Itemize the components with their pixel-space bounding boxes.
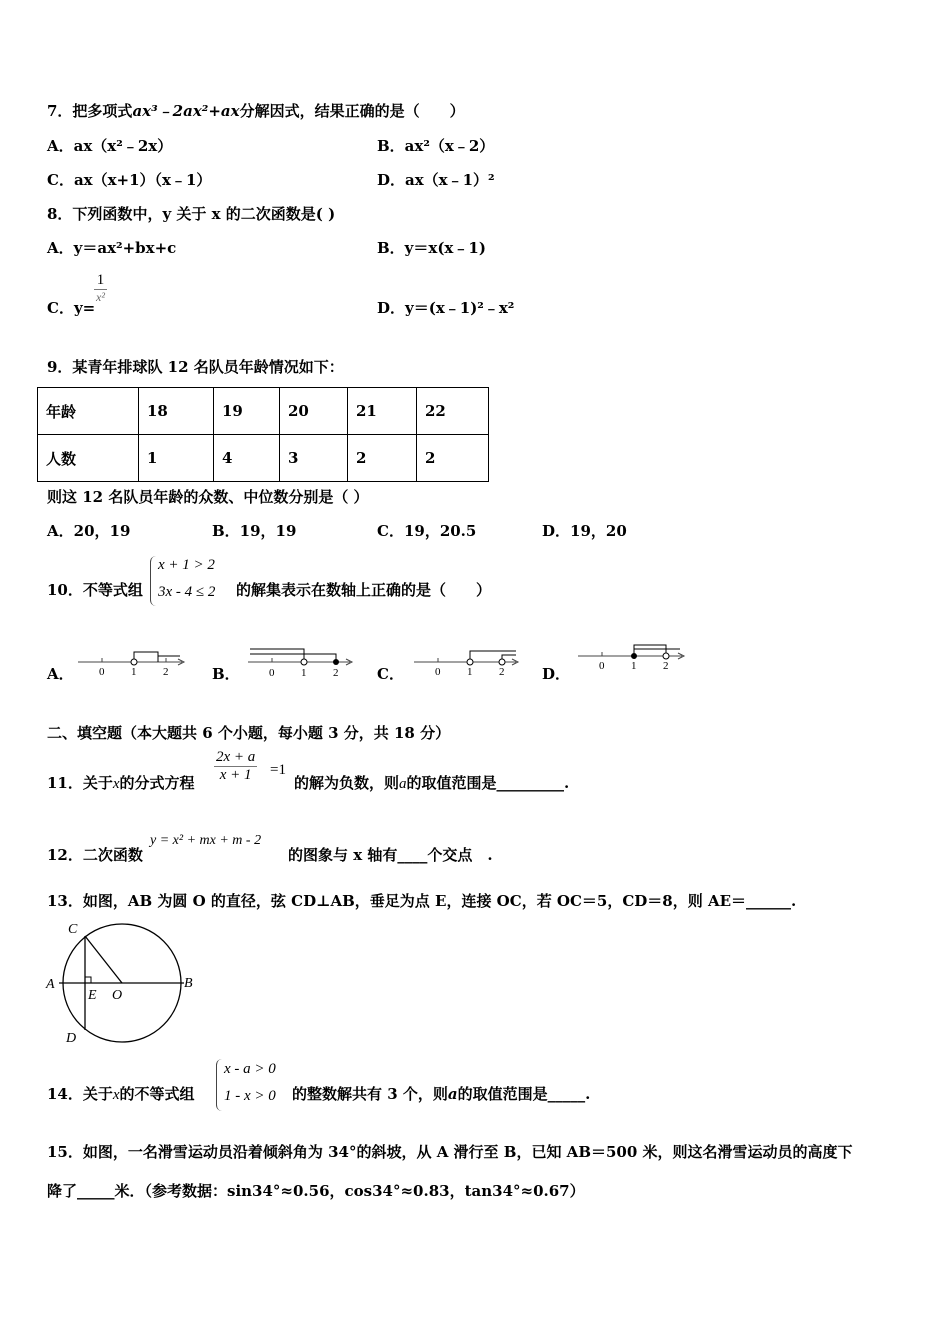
q14-prefix: 14．关于 <box>47 1085 113 1103</box>
q14-var-x: x <box>112 1087 120 1103</box>
q11-var-x: x <box>112 776 120 792</box>
table-cell: 18 <box>139 388 214 435</box>
tick-label: 0 <box>599 660 605 672</box>
table-cell: 2 <box>348 435 417 482</box>
table-cell: 1 <box>139 435 214 482</box>
q8-c-numerator: 1 <box>94 272 107 290</box>
tick-label: 1 <box>631 660 637 672</box>
table-cell: 4 <box>214 435 280 482</box>
q10-system <box>150 556 234 606</box>
section-title: 二、填空题（本大题共 6 个小题，每小题 3 分，共 18 分） <box>47 724 451 742</box>
q14-suffix-a: 的整数解共有 3 个，则 <box>292 1085 448 1103</box>
table-cell: 2 <box>417 435 489 482</box>
q9-option-b: B．19，19 <box>212 522 297 540</box>
table-row <box>38 435 489 482</box>
q9-option-d: D．19，20 <box>542 522 627 540</box>
q14-line <box>47 1084 195 1105</box>
q12-function: y = x² + mx + m - 2 <box>150 833 262 848</box>
tick-label: 2 <box>499 666 505 678</box>
q11-denominator: x + 1 <box>219 767 252 783</box>
q8-option-d: D．y＝(x﹣1)²﹣x² <box>377 299 515 317</box>
q14-mid: 的不等式组 <box>119 1085 195 1103</box>
table-cell: 20 <box>280 388 348 435</box>
q10-option-a: A． <box>47 665 74 683</box>
tick-label: 0 <box>269 667 275 679</box>
table-cell: 人数 <box>38 435 139 482</box>
q11-mid: 的分式方程 <box>119 774 195 792</box>
q15-line-2: 降了_____米．（参考数据：sin34°≈0.56，cos34°≈0.83，tan34°≈0.67） <box>47 1182 585 1200</box>
table-cell: 3 <box>280 435 348 482</box>
q14-inequality-1: x - a > 0 <box>224 1061 276 1077</box>
number-line-d <box>576 642 688 674</box>
circle-figure <box>44 918 200 1048</box>
q8-option-b: B．y＝x(x﹣1) <box>377 239 486 257</box>
q10-inequality-2: 3x - 4 ≤ 2 <box>158 584 216 600</box>
tick-label: 2 <box>333 667 339 679</box>
number-line-c <box>412 648 522 680</box>
q8-option-c-fraction <box>94 272 107 305</box>
q11-var-a: a <box>399 776 407 792</box>
tick-label: 1 <box>131 666 137 678</box>
q7-option-a: A．ax（x²﹣2x） <box>47 137 173 155</box>
q11-numerator: 2x + a <box>216 749 256 765</box>
number-line-a <box>76 648 188 680</box>
tick-label: 2 <box>663 660 669 672</box>
table-cell: 21 <box>348 388 417 435</box>
q14-suffix-b: 的取值范围是_____. <box>457 1085 591 1103</box>
point-label: B <box>184 976 193 991</box>
table-cell: 年龄 <box>38 388 139 435</box>
q10-option-b: B． <box>212 665 240 683</box>
q12-prefix: 12．二次函数 <box>47 846 143 864</box>
tick-label: 1 <box>467 666 473 678</box>
point-label: A <box>46 977 55 992</box>
q10-prefix: 10．不等式组 <box>47 581 143 599</box>
q11-suffix <box>294 773 569 794</box>
q14-suffix <box>292 1084 590 1104</box>
q14-var-a: a <box>447 1085 458 1103</box>
left-brace <box>150 556 157 606</box>
tick-label: 2 <box>163 666 169 678</box>
q7-option-c: C．ax（x+1）（x﹣1） <box>47 171 212 189</box>
number-line-b <box>246 646 356 680</box>
tick-label: 0 <box>435 666 441 678</box>
q11-prefix: 11．关于 <box>47 774 113 792</box>
q10-option-d: D． <box>542 665 571 683</box>
q8-c-denominator: x² <box>96 290 105 304</box>
q7-option-d: D．ax（x﹣1）² <box>377 171 495 189</box>
q9-stem: 9．某青年排球队 12 名队员年龄情况如下： <box>47 358 344 376</box>
point-label: O <box>112 988 123 1003</box>
q7-stem-a: 7．把多项式 <box>47 102 133 120</box>
q9-option-c: C．19，20.5 <box>377 522 477 540</box>
left-brace <box>216 1059 223 1111</box>
table-row <box>38 388 489 435</box>
q7-stem-b: 分解因式，结果正确的是（ ） <box>239 102 465 120</box>
q8-option-c: C．y= <box>47 299 96 317</box>
age-table <box>37 387 489 482</box>
q7-stem <box>47 101 465 121</box>
q15-line-1: 15．如图，一名滑雪运动员沿着倾斜角为 34°的斜坡，从 A 滑行至 B，已知 AB＝500 米，则这名滑雪运动员的高度下 <box>47 1143 853 1161</box>
table-cell: 19 <box>214 388 280 435</box>
tick-label: 0 <box>99 666 105 678</box>
q11-equals-one: =1 <box>270 762 286 778</box>
point-label: E <box>88 988 97 1003</box>
q14-system <box>216 1059 292 1111</box>
q13-stem: 13．如图，AB 为圆 O 的直径，弦 CD⊥AB，垂足为点 E，连接 OC，若 OC＝5，CD＝8，则 AE＝______. <box>47 892 797 910</box>
q10-option-c: C． <box>377 665 404 683</box>
q11-fraction <box>214 749 257 784</box>
q7-polynomial: ax³﹣2ax²+ax <box>132 102 240 120</box>
q8-stem: 8．下列函数中，y 关于 x 的二次函数是( ) <box>47 205 336 223</box>
point-label: C <box>68 922 78 937</box>
q10-suffix: 的解集表示在数轴上正确的是（ ） <box>236 581 492 599</box>
point-label: D <box>66 1031 77 1046</box>
tick-label: 1 <box>301 667 307 679</box>
q10-inequality-1: x + 1 > 2 <box>158 557 215 573</box>
q8-option-a: A．y＝ax²+bx+c <box>47 239 177 257</box>
table-cell: 22 <box>417 388 489 435</box>
q14-inequality-2: 1 - x > 0 <box>224 1088 276 1104</box>
q12-suffix: 的图象与 x 轴有____个交点 . <box>288 846 493 864</box>
q9-after: 则这 12 名队员年龄的众数、中位数分别是（ ） <box>47 488 369 506</box>
q11-line <box>47 773 195 794</box>
q11-suffix-a: 的解为负数，则 <box>294 774 400 792</box>
q11-suffix-b: 的取值范围是_________. <box>406 774 570 792</box>
q9-option-a: A．20，19 <box>47 522 131 540</box>
q7-option-b: B．ax²（x﹣2） <box>377 137 495 155</box>
